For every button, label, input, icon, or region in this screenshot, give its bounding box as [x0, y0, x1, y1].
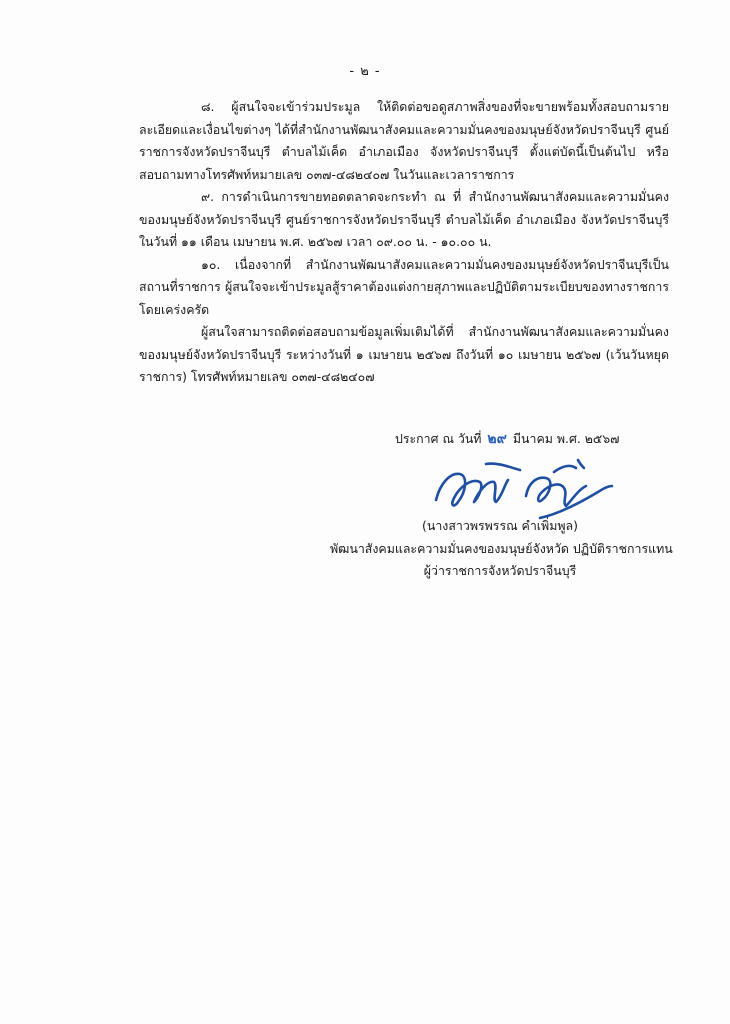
paragraph-item-10 [139, 254, 669, 322]
signer-on-behalf: ผู้ว่าราชการจังหวัดปราจีนบุรี [423, 563, 577, 578]
announcement-prefix: ประกาศ ณ วันที่ [395, 431, 482, 446]
paragraph-item-9 [139, 186, 669, 254]
signer-name: (นางสาวพรพรรณ คำเพิ่มพูล) [422, 518, 578, 533]
paragraph-contact [139, 321, 669, 389]
paragraph-text: ๘. ผู้สนใจจะเข้าร่วมประมูล ให้ติดต่อขอดูสภาพสิ่งของที่จะขายพร้อมทั้งสอบถามรายละเอียดและเงื่อนไขต่างๆ ได้ที่สำนักงานพัฒนาสังคมและความมั่นคงของมนุษย์จังหวัดปราจีนบุรี ศูนย์ราชการจังหวัดปราจีนบุรี ตำบลไม้เค็ด อำเภอเมือง จังหวัดปราจีนบุรี ตั้งแต่บัดนี้เป็นต้นไป หรือสอบถามทางโทรศัพท์หมายเลข ๐๓๗-๔๘๒๔๐๗ ในวันและเวลาราชการ [139, 99, 669, 182]
paragraph-item-8 [139, 96, 669, 186]
paragraph-text: ๑๐. เนื่องจากที่ สำนักงานพัฒนาสังคมและความมั่นคงของมนุษย์จังหวัดปราจีนบุรีเป็นสถานที่ราชการ ผู้สนใจจะเข้าประมูลสู้ราคาต้องแต่งกายสุภาพและปฏิบัติตามระเบียบของทางราชการโดยเคร่งครัด [139, 256, 669, 317]
announcement-suffix: มีนาคม พ.ศ. ๒๕๖๗ [512, 431, 620, 446]
body-text [139, 96, 669, 389]
paragraph-text: ๙. การดำเนินการขายทอดตลาดจะกระทำ ณ ที่ สำนักงานพัฒนาสังคมและความมั่นคงของมนุษย์จังหวัดปราจีนบุรี ศูนย์ราชการจังหวัดปราจีนบุรี ตำบลไม้เค็ด อำเภอเมือง จังหวัดปราจีนบุรี ในวันที่ ๑๑ เดือน เมษายน พ.ศ. ๒๕๖๗ เวลา ๐๙.๐๐ น. - ๑๐.๐๐ น. [139, 189, 669, 249]
page-number: - ๒ - [349, 64, 381, 79]
signature-strokes [436, 460, 612, 518]
handwritten-day: ๒๙ [487, 431, 507, 447]
signer-block [330, 515, 673, 583]
paragraph-text: ผู้สนใจสามารถติดต่อสอบถามข้อมูลเพิ่มเติมได้ที่ สำนักงานพัฒนาสังคมและความมั่นคงของมนุษย์จังหวัดปราจีนบุรี ระหว่างวันที่ ๑ เมษายน ๒๕๖๗ ถึงวันที่ ๑๐ เมษายน ๒๕๖๗ (เว้นวันหยุดราชการ) โทรศัพท์หมายเลข ๐๓๗-๔๘๒๔๐๗ [139, 324, 669, 384]
announcement-date [395, 428, 619, 450]
signer-position: พัฒนาสังคมและความมั่นคงของมนุษย์จังหวัด ปฏิบัติราชการแทน [330, 540, 673, 556]
signature-image [428, 456, 618, 522]
